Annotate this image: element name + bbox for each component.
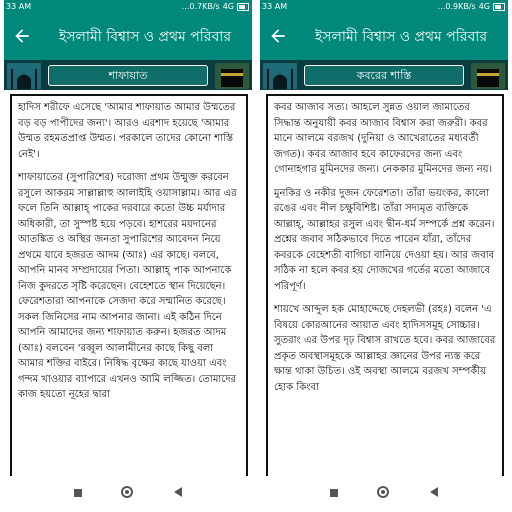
network-speed: ...0.9KB/s — [437, 2, 476, 11]
article-content[interactable] — [10, 94, 248, 478]
app-bar — [4, 14, 252, 60]
network-speed: ...0.7KB/s — [181, 2, 220, 11]
home-icon[interactable] — [377, 486, 389, 498]
battery-icon — [237, 3, 249, 11]
nav-bar — [260, 476, 508, 512]
status-bar — [4, 0, 252, 14]
status-time: 33 AM — [6, 2, 32, 11]
status-bar — [260, 0, 508, 14]
nav-back-icon[interactable] — [174, 487, 182, 497]
recent-apps-icon[interactable] — [74, 489, 82, 497]
mosque-icon — [7, 63, 41, 89]
article-content[interactable] — [266, 94, 504, 478]
phone-screen-right — [260, 0, 508, 512]
article-paragraph: মুনকির ও নকীর দুজন ফেরেশতা। তাঁরা ভয়ংকর, কালো রঙের এবং নীল চক্ষুবিশিষ্ট। তাঁরা সদ্যমৃত ব্যক্তিকে আল্লাহ্‌, আল্লাহর রসুল এবং দ্বীন-ধর্ম সম্পর্কে প্রশ্ন করেন। প্রশ্নের জবাব সঠিকভাবে দিতে পারেন যাঁরা, তাঁদের কবরকে বেহেশতী বাগিচা বানিয়ে দেওয়া হয়। আর জবাব সঠিক না হলে কবর হয় দোজখের গর্তের মতো আজাবে পরিপূর্ণ। — [274, 187, 495, 292]
battery-icon — [493, 3, 505, 11]
recent-apps-icon[interactable] — [330, 489, 338, 497]
phone-screen-left — [4, 0, 252, 512]
signal-label: 4G — [222, 2, 234, 11]
home-icon[interactable] — [121, 486, 133, 498]
article-paragraph: কবর আজাব সত্য। আহলে সুন্নত ওয়াল জামাতের সিদ্ধান্ত অনুযায়ী কবর আজাব বিশ্বাস করা জরুরী। কবর মানে আলমে বরজখ (দুনিয়া ও আখেরাতের মধ্যবর্তী জগত)। কবর আজাব হবে কাফেরদের জন্য এবং গোনাহগার মুমিনদের জন্য। নেককার মুমিনদের জন্য নয়। — [274, 102, 493, 175]
mosque-icon — [263, 63, 297, 89]
article-paragraph: হাদিস শরীফে এসেছে 'আমার শাফায়াত আমার উম্মতের বড় বড় পাপীদের জন্য'। আরও এরশাদ হয়েছে 'আমার উম্মত রহমতপ্রাপ্ত উম্মত। পরকালে তাদের কোনো শাস্তি নেই'। — [18, 102, 236, 160]
chapter-banner — [4, 60, 252, 90]
signal-label: 4G — [478, 2, 490, 11]
nav-bar — [4, 476, 252, 512]
article-paragraph: শায়খে আব্দুল হক মোহাদ্দেছে দেহলভী (রহঃ) বলেন 'এ বিষয়ে কোরআনের আয়াত এবং হাদিসসমূহ সোচ্চার। সুতরাং এর উপর দৃঢ় বিশ্বাস রাখতে হবে। কবর আজাবের প্রকৃত অবস্থাসমূহকে আল্লাহর জ্ঞানের উপর ন্যস্ত করে ক্ষান্ত থাকা উচিত। ওই অবস্থা আলমে বরজখ সম্পর্কীয় হোক কিংবা — [274, 304, 496, 393]
nav-back-icon[interactable] — [430, 487, 438, 497]
kaaba-icon — [471, 63, 505, 89]
chapter-banner — [260, 60, 508, 90]
status-time: 33 AM — [262, 2, 288, 11]
article-paragraph: শাফায়াতের (সুপারিশের) দরোজা প্রথম উন্মুক্ত করবেন রসুলে আকরম সাল্লাল্লাহু আলাইহি ওয়াসাল্লাম। আর এর ফলে তিনি আল্লাহ্‌ পাকের দরবারে কতো উচ্চ মর্যাদার অধিকারী, তা সুস্পষ্ট হয়ে পড়বে। হাশরের ময়দানের আতঙ্কিত ও অস্থির জনতা সুপারিশের আবেদন নিয়ে প্রথমে যাবে হজরত আদম (আঃ) এর কাছে। বলবে, আপনি মানব সম্প্রদায়ের পিতা। আল্লাহ্‌ পাক আপনাকে নিজ কুদরতে সৃষ্টি করেছেন। বেহেশতে স্থান দিয়েছেন। ফেরেশতারা আপনাকে সেজদা করে সম্মানিত করেছে। সকল জিনিসের নাম আপনার জানা। এই কঠিন দিনে আপনি আমাদের জন্য শাফায়াত করুন। হজরত আদম (আঃ) বলবেন 'রব্বুল আলামীনের কাছে কিছু বলা আমার শক্তির বাইরে। নিষিদ্ধ বৃক্ষের কাছে যাওয়া এবং গন্দম খাওয়ার ব্যাপারে এখনও আমি লজ্জিত। তোমাদের কাজ হয়তো নূহের দ্বারা — [18, 172, 237, 400]
back-arrow-icon[interactable] — [12, 26, 32, 46]
status-indicators — [438, 0, 505, 14]
page-title: ইসলামী বিশ্বাস ও প্রথম পরিবার — [314, 29, 488, 45]
kaaba-icon — [215, 63, 249, 89]
status-indicators — [182, 0, 249, 14]
back-arrow-icon[interactable] — [268, 26, 288, 46]
app-bar — [260, 14, 508, 60]
page-title: ইসলামী বিশ্বাস ও প্রথম পরিবার — [58, 29, 232, 45]
chapter-title: শাফায়াত — [48, 65, 208, 86]
chapter-title: কবরের শাস্তি — [304, 65, 464, 86]
